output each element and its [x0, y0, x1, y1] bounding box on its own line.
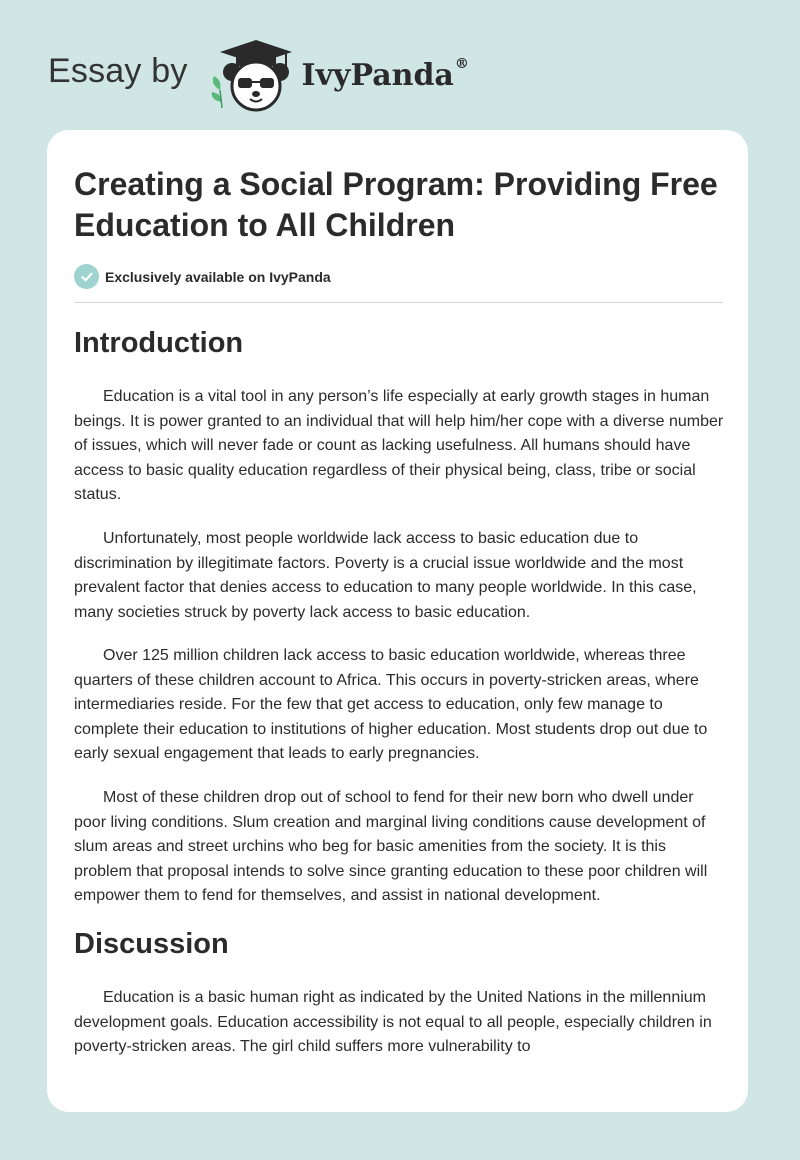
essay-card: [47, 130, 748, 1112]
divider: [74, 302, 723, 303]
paragraph: Most of these children drop out of school to fend for their new born who dwell under poor living conditions. Slum creation and marginal living conditions cause development of slum areas and street urchins who beg for basic amenities from the society. It is this problem that proposal intends to solve since granting education to these poor children will empower them to fend for themselves, and assist in national development.: [74, 789, 708, 904]
paragraph: Unfortunately, most people worldwide lack access to basic education due to discrimination by illegitimate factors. Poverty is a crucial issue worldwide and the most prevalent factor that denies access to education to many people worldwide. In this case, many societies struck by poverty lack access to basic education.: [74, 530, 697, 621]
section-heading-discussion: Discussion: [74, 928, 229, 960]
paragraph: Education is a basic human right as indicated by the United Nations in the millennium development goals. Education accessibility is not equal to all people, especially children in poverty-stricken areas. The girl child suffers more vulnerability to: [74, 989, 712, 1055]
essay-title: Creating a Social Program: Providing Free Education to All Children: [74, 166, 718, 243]
panda-logo-icon[interactable]: [206, 36, 296, 112]
essay-by-label: Essay by: [48, 51, 188, 90]
check-icon: [74, 264, 99, 289]
exclusive-label: Exclusively available on IvyPanda: [105, 268, 331, 285]
exclusive-notice: [74, 264, 331, 289]
section-heading-introduction: Introduction: [74, 327, 244, 359]
site-header: [48, 34, 469, 114]
registered-mark: ®: [454, 55, 469, 72]
brand-label: IvyPanda: [301, 57, 454, 93]
paragraph: Education is a vital tool in any person’s life especially at early growth stages in human beings. It is power granted to an individual that will help him/her cope with a diverse number of issues, which will never fade or count as lacking usefulness. All humans should have access to basic quality education regardless of their physical being, class, tribe or social status.: [74, 388, 724, 503]
brand-name[interactable]: [301, 55, 469, 93]
paragraph: Over 125 million children lack access to basic education worldwide, whereas three quarters of these children account to Africa. This occurs in poverty-stricken areas, where intermediaries reside. For the few that get access to education, only few manage to complete their education to institutions of higher education. Most students drop out due to early sexual engagement that leads to early pregnancies.: [74, 647, 708, 762]
